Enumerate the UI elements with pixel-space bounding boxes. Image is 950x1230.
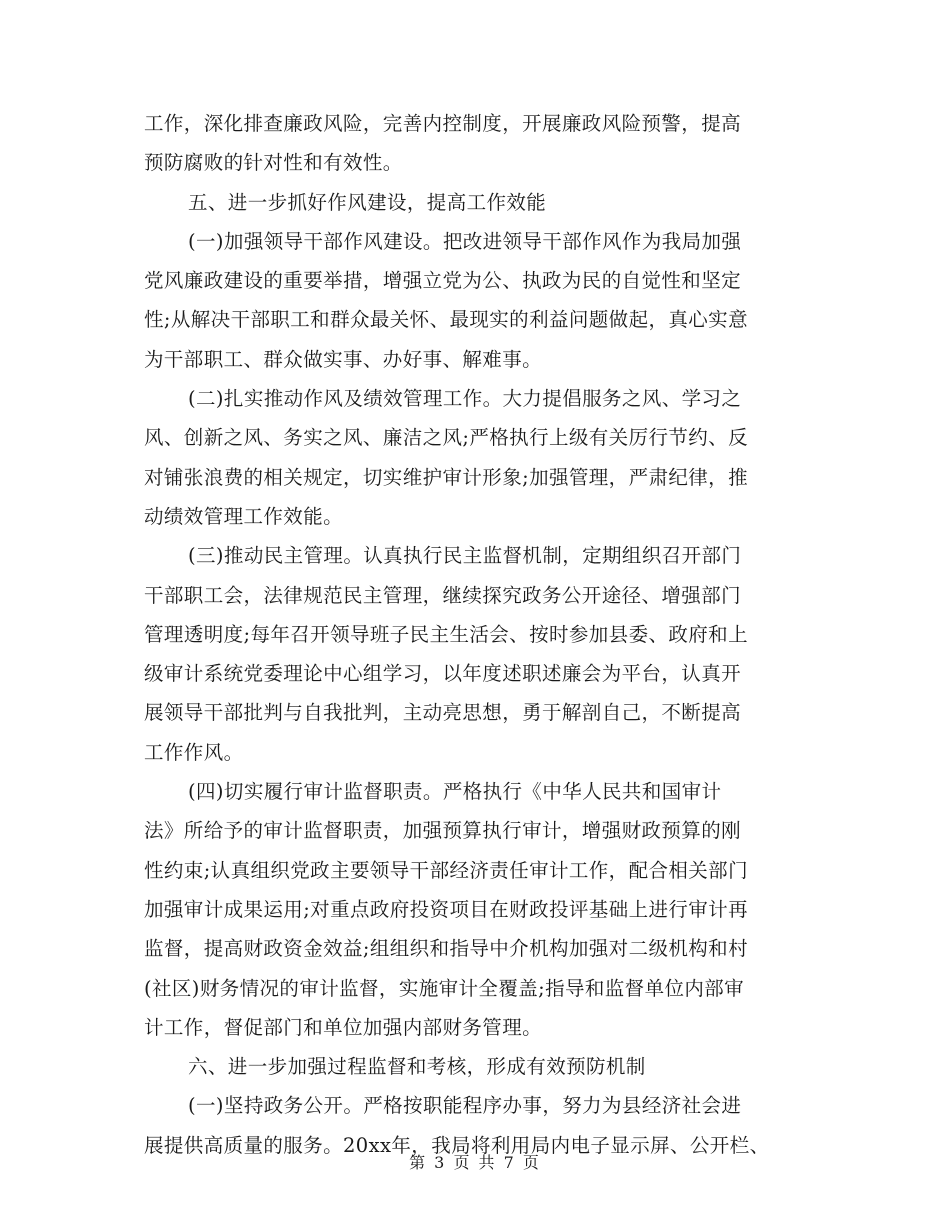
- text-line: 动绩效管理工作效能。: [144, 504, 344, 528]
- text-line: 展领导干部批判与自我批判，主动亮思想，勇于解剖自己，不断提高: [144, 701, 742, 725]
- text-line: 监督，提高财政资金效益;组组织和指导中介机构加强对二级机构和村: [144, 937, 748, 961]
- text-line: 加强审计成果运用;对重点政府投资项目在财政投评基础上进行审计再: [144, 897, 748, 921]
- text-line: 预防腐败的针对性和有效性。: [144, 151, 403, 175]
- text-line: 法》所给予的审计监督职责，加强预算执行审计，增强财政预算的刚: [144, 819, 742, 843]
- text-line: 级审计系统党委理论中心组学习，以年度述职述廉会为平台，认真开: [144, 662, 742, 686]
- text-line: 为干部职工、群众做实事、办好事、解难事。: [144, 347, 543, 371]
- text-line: 风、创新之风、务实之风、廉洁之风;严格执行上级有关厉行节约、反: [144, 426, 748, 450]
- text-line: (社区)财务情况的审计监督，实施审计全覆盖;指导和监督单位内部审: [144, 976, 745, 1000]
- text-line: 计工作，督促部门和单位加强内部财务管理。: [144, 1015, 543, 1039]
- text-line: 展提供高质量的服务。20xx年，我局将利用局内电子显示屏、公开栏、: [144, 1133, 770, 1157]
- text-line: (一)加强领导干部作风建设。把改进领导干部作风作为我局加强: [188, 229, 742, 253]
- text-line: 党风廉政建设的重要举措，增强立党为公、执政为民的自觉性和坚定: [144, 269, 742, 293]
- section-heading: 六、进一步加强过程监督和考核，形成有效预防机制: [188, 1055, 646, 1079]
- text-line: (三)推动民主管理。认真执行民主监督机制，定期组织召开部门: [188, 544, 742, 568]
- text-line: 性约束;认真组织党政主要领导干部经济责任审计工作，配合相关部门: [144, 858, 748, 882]
- text-line: 干部职工会，法律规范民主管理，继续探究政务公开途径、增强部门: [144, 583, 742, 607]
- section-heading: 五、进一步抓好作风建设，提高工作效能: [188, 190, 547, 214]
- document-body: [144, 104, 808, 1165]
- text-line: 管理透明度;每年召开领导班子民主生活会、按时参加县委、政府和上: [144, 622, 748, 646]
- text-line: 对铺张浪费的相关规定，切实维护审计形象;加强管理，严肃纪律，推: [144, 465, 748, 489]
- text-line: (一)坚持政务公开。严格按职能程序办事，努力为县经济社会进: [188, 1094, 742, 1118]
- text-line: (二)扎实推动作风及绩效管理工作。大力提倡服务之风、学习之: [188, 387, 742, 411]
- text-line: 性;从解决干部职工和群众最关怀、最现实的利益问题做起，真心实意: [144, 308, 748, 332]
- text-line: (四)切实履行审计监督职责。严格执行《中华人民共和国审计: [188, 780, 722, 804]
- page-number-footer: 第 3 页 共 7 页: [409, 1153, 541, 1172]
- text-line: 工作作风。: [144, 740, 244, 764]
- text-line: 工作，深化排查廉政风险，完善内控制度，开展廉政风险预警，提高: [144, 112, 742, 135]
